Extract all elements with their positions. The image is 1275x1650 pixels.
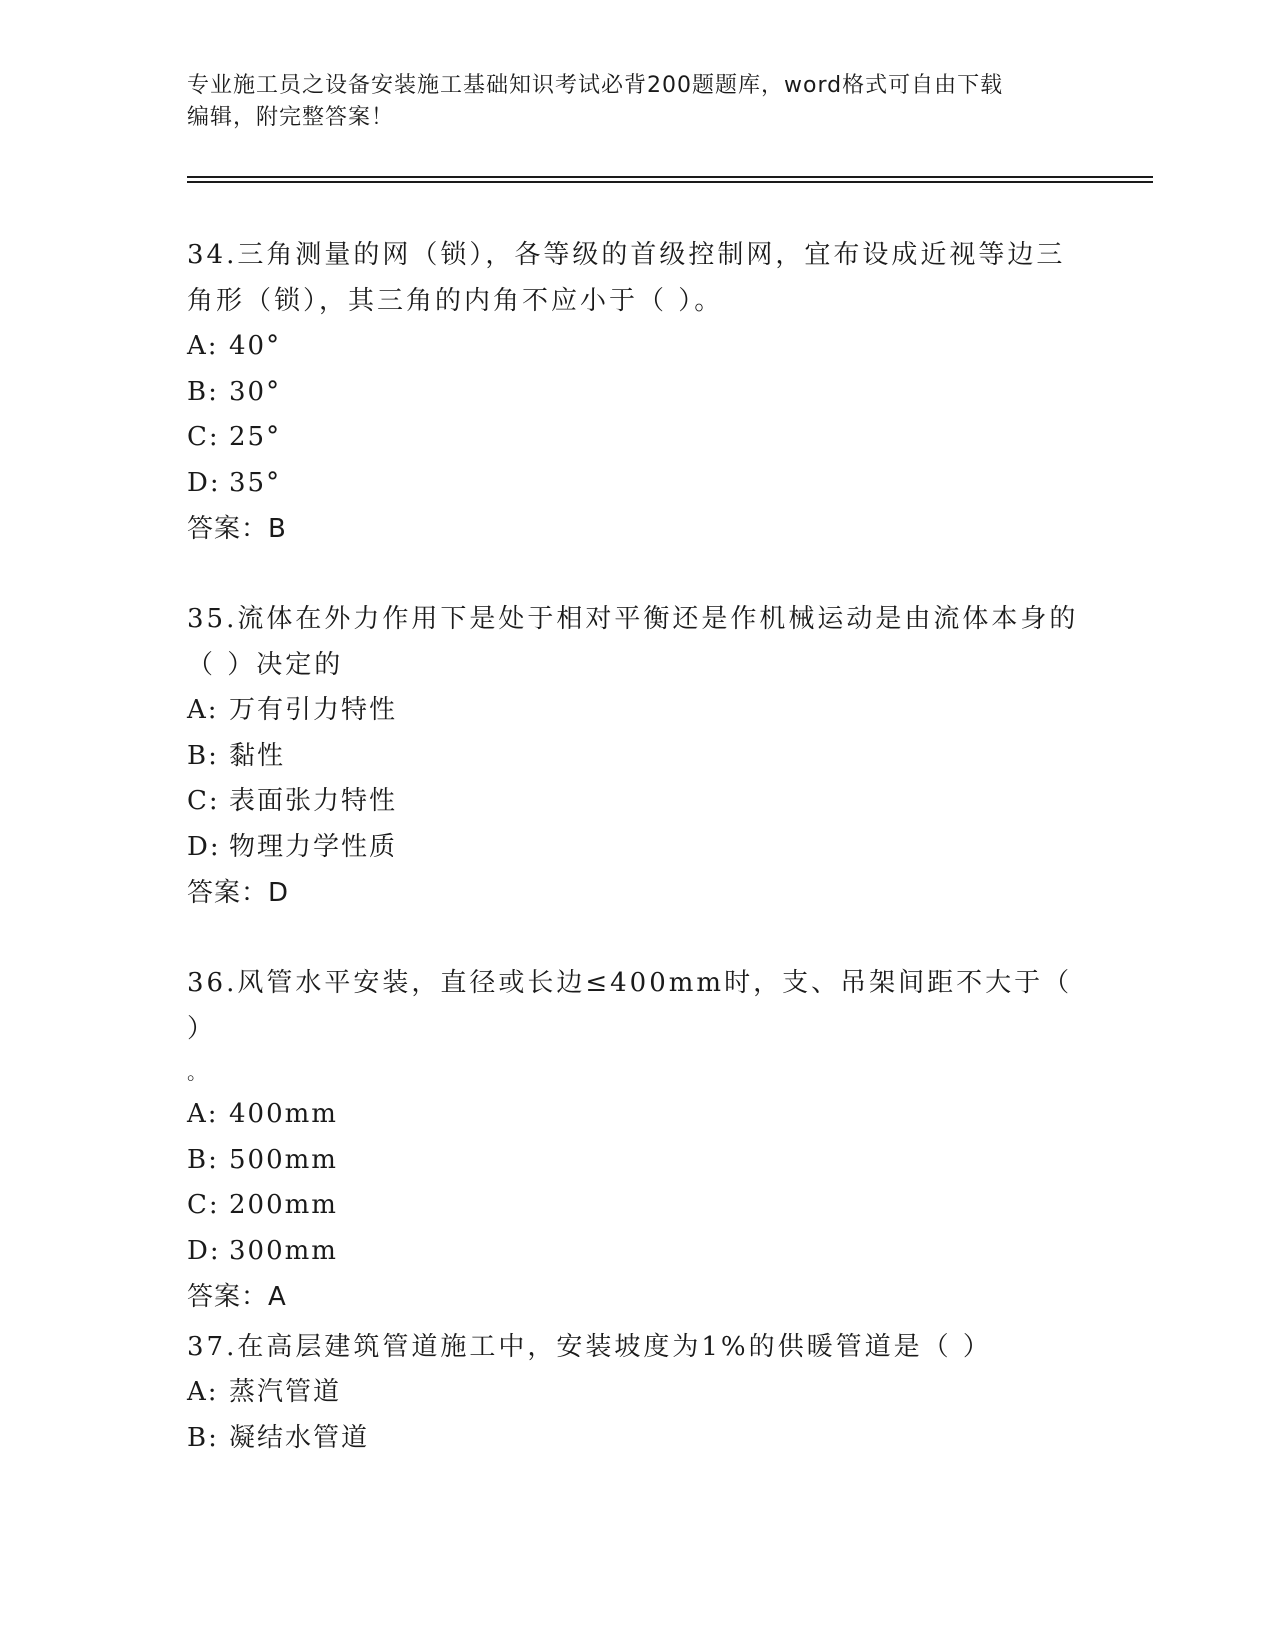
- option-text: 凝结水管道: [229, 1422, 370, 1453]
- option-a: [187, 688, 1087, 734]
- answer: 答案：D: [187, 878, 290, 908]
- question-stem-line-1: 37.在高层建筑管道施工中，安装坡度为1%的供暖管道是（ ）: [187, 1332, 992, 1362]
- question-35: [187, 596, 1087, 916]
- option-d: [187, 825, 1087, 871]
- option-key: D:: [187, 467, 221, 498]
- option-text: 500mm: [229, 1144, 338, 1175]
- option-text: 300mm: [229, 1235, 338, 1266]
- option-key: A:: [187, 695, 219, 725]
- question-stem: [187, 960, 1087, 1092]
- question-stem: [187, 1324, 1087, 1370]
- option-key: B:: [187, 376, 219, 407]
- option-key: B:: [187, 740, 219, 771]
- option-a: [187, 1370, 1087, 1416]
- header-line-1: 专业施工员之设备安装施工基础知识考试必背200题题库，word格式可自由下载: [187, 73, 1004, 98]
- option-b: [187, 370, 1087, 416]
- option-key: A:: [187, 1377, 219, 1407]
- option-b: [187, 1138, 1087, 1184]
- option-text: 蒸汽管道: [229, 1377, 342, 1407]
- option-text: 400mm: [229, 1099, 338, 1129]
- option-key: D:: [187, 831, 221, 862]
- option-key: A:: [187, 1099, 219, 1129]
- option-d: [187, 461, 1087, 507]
- option-key: B:: [187, 1422, 219, 1453]
- option-text: 30°: [229, 376, 282, 407]
- question-stem: [187, 232, 1087, 324]
- question-36: [187, 960, 1087, 1320]
- question-37: [187, 1324, 1087, 1461]
- option-text: 黏性: [229, 740, 286, 771]
- option-c: [187, 1183, 1087, 1229]
- option-a: [187, 1092, 1087, 1138]
- option-text: 200mm: [229, 1190, 338, 1220]
- document-header: [187, 70, 1067, 134]
- option-text: 35°: [229, 467, 282, 498]
- option-b: [187, 734, 1087, 780]
- option-key: B:: [187, 1144, 219, 1175]
- option-key: C:: [187, 422, 220, 452]
- question-stem-line-2: （ ）决定的: [187, 650, 344, 680]
- option-text: 表面张力特性: [229, 786, 398, 816]
- question-stem-line-1: 35.流体在外力作用下是处于相对平衡还是作机械运动是由流体本身的: [187, 604, 1079, 634]
- header-divider-bottom: [187, 181, 1153, 183]
- option-text: 25°: [229, 422, 282, 452]
- option-a: [187, 324, 1087, 370]
- question-stem-line-2: 。: [187, 1060, 210, 1084]
- question-stem-line-2: 角形（锁），其三角的内角不应小于（ ）。: [187, 286, 724, 316]
- option-key: A:: [187, 331, 219, 361]
- option-key: C:: [187, 1190, 220, 1220]
- option-b: [187, 1416, 1087, 1462]
- option-text: 物理力学性质: [229, 831, 398, 862]
- option-key: C:: [187, 786, 220, 816]
- question-stem-line-1: 36.风管水平安装，直径或长边≤400mm时，支、吊架间距不大于（ ）: [187, 968, 1073, 1044]
- answer: 答案：A: [187, 1282, 287, 1312]
- option-key: D:: [187, 1235, 221, 1266]
- option-d: [187, 1229, 1087, 1275]
- option-text: 40°: [229, 331, 282, 361]
- option-text: 万有引力特性: [229, 695, 398, 725]
- option-c: [187, 779, 1087, 825]
- option-c: [187, 415, 1087, 461]
- answer: 答案：B: [187, 514, 287, 544]
- header-divider-top: [187, 176, 1153, 178]
- header-line-2: 编辑，附完整答案！: [187, 105, 395, 130]
- question-34: [187, 232, 1087, 552]
- question-stem-line-1: 34.三角测量的网（锁），各等级的首级控制网，宜布设成近视等边三: [187, 240, 1066, 270]
- question-stem: [187, 596, 1087, 688]
